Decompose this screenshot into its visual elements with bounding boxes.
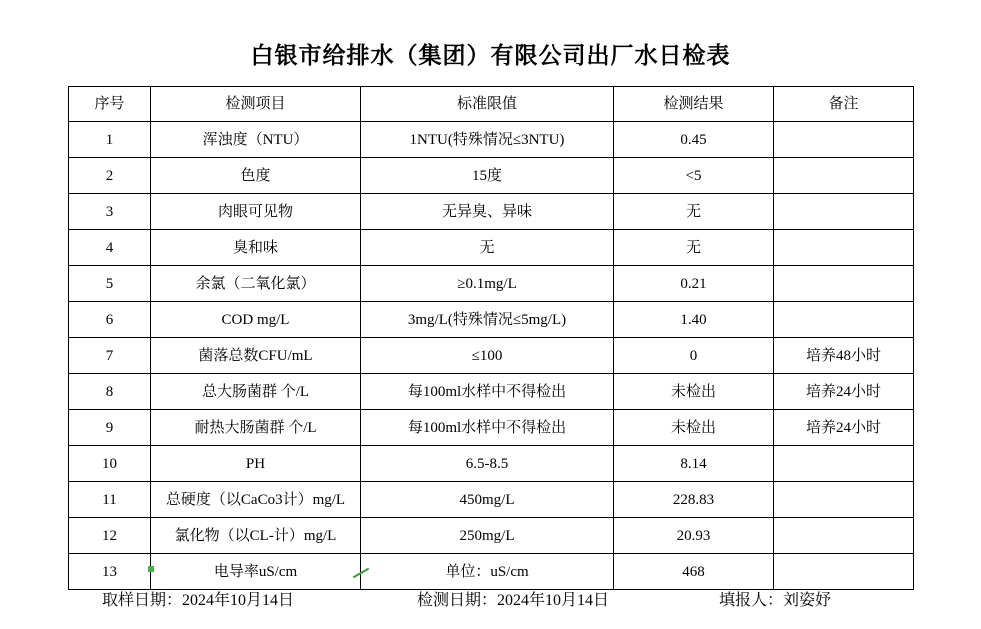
cell-limit: 每100ml水样中不得检出 [361,374,614,410]
table-row [69,266,914,302]
report-table-container [68,86,913,590]
cell-remark: 培养24小时 [774,410,914,446]
cell-result: 0.45 [614,122,774,158]
report-footer [68,578,913,618]
cell-remark: 培养48小时 [774,338,914,374]
cell-result: 228.83 [614,482,774,518]
cell-no: 8 [69,374,151,410]
table-row [69,158,914,194]
table-row [69,230,914,266]
cell-remark [774,230,914,266]
table-header-row [69,87,914,122]
table-row [69,482,914,518]
cell-limit: 250mg/L [361,518,614,554]
cell-item: 肉眼可见物 [151,194,361,230]
cell-item: 菌落总数CFU/mL [151,338,361,374]
cell-no: 10 [69,446,151,482]
cell-limit: ≥0.1mg/L [361,266,614,302]
cell-result: 0.21 [614,266,774,302]
cell-limit: ≤100 [361,338,614,374]
cell-result: 无 [614,230,774,266]
cell-limit: 450mg/L [361,482,614,518]
cell-no: 13 [69,554,151,590]
table-row [69,338,914,374]
green-corner-marker [148,566,154,572]
table-row [69,410,914,446]
cell-item: 色度 [151,158,361,194]
cell-no: 1 [69,122,151,158]
table-row [69,122,914,158]
cell-remark [774,446,914,482]
cell-remark [774,122,914,158]
cell-remark [774,302,914,338]
cell-item: 耐热大肠菌群 个/L [151,410,361,446]
cell-remark: 培养24小时 [774,374,914,410]
cell-result: 0 [614,338,774,374]
table-body [69,122,914,590]
cell-limit: 无 [361,230,614,266]
column-header-no: 序号 [69,87,151,122]
cell-item: 余氯（二氧化氯） [151,266,361,302]
cell-item: 总硬度（以CaCo3计）mg/L [151,482,361,518]
cell-result: 468 [614,554,774,590]
cell-item: 总大肠菌群 个/L [151,374,361,410]
cell-limit: 无异臭、异味 [361,194,614,230]
cell-limit: 6.5-8.5 [361,446,614,482]
cell-no: 2 [69,158,151,194]
page-title: 白银市给排水（集团）有限公司出厂水日检表 [250,43,731,68]
cell-limit: 1NTU(特殊情况≤3NTU) [361,122,614,158]
cell-no: 5 [69,266,151,302]
cell-item: 臭和味 [151,230,361,266]
cell-no: 12 [69,518,151,554]
cell-item: 浑浊度（NTU） [151,122,361,158]
cell-item: COD mg/L [151,302,361,338]
cell-result: <5 [614,158,774,194]
cell-remark [774,482,914,518]
table-header [69,87,914,122]
cell-no: 11 [69,482,151,518]
cell-no: 4 [69,230,151,266]
cell-remark [774,518,914,554]
cell-item: 氯化物（以CL-计）mg/L [151,518,361,554]
cell-no: 9 [69,410,151,446]
column-header-item: 检测项目 [151,87,361,122]
cell-no: 7 [69,338,151,374]
cell-item: 电导率uS/cm [151,554,361,590]
cell-remark [774,266,914,302]
cell-result: 无 [614,194,774,230]
sample-date-label: 取样日期：2024年10月14日 [102,591,295,609]
table-row [69,518,914,554]
cell-limit: 每100ml水样中不得检出 [361,410,614,446]
table-row [69,374,914,410]
cell-no: 3 [69,194,151,230]
cell-result: 未检出 [614,374,774,410]
column-header-limit: 标准限值 [361,87,614,122]
column-header-remark: 备注 [774,87,914,122]
cell-limit: 3mg/L(特殊情况≤5mg/L) [361,302,614,338]
table-row [69,194,914,230]
cell-no: 6 [69,302,151,338]
table-row [69,302,914,338]
water-quality-table [68,86,914,590]
cell-result: 20.93 [614,518,774,554]
cell-limit: 15度 [361,158,614,194]
cell-result: 1.40 [614,302,774,338]
cell-remark [774,158,914,194]
table-row [69,446,914,482]
cell-result: 未检出 [614,410,774,446]
filled-by-label: 填报人：刘姿妤 [719,591,832,609]
cell-limit: 单位：uS/cm [361,554,614,590]
cell-remark [774,194,914,230]
test-date-label: 检测日期：2024年10月14日 [417,591,610,609]
cell-item: PH [151,446,361,482]
cell-result: 8.14 [614,446,774,482]
column-header-result: 检测结果 [614,87,774,122]
